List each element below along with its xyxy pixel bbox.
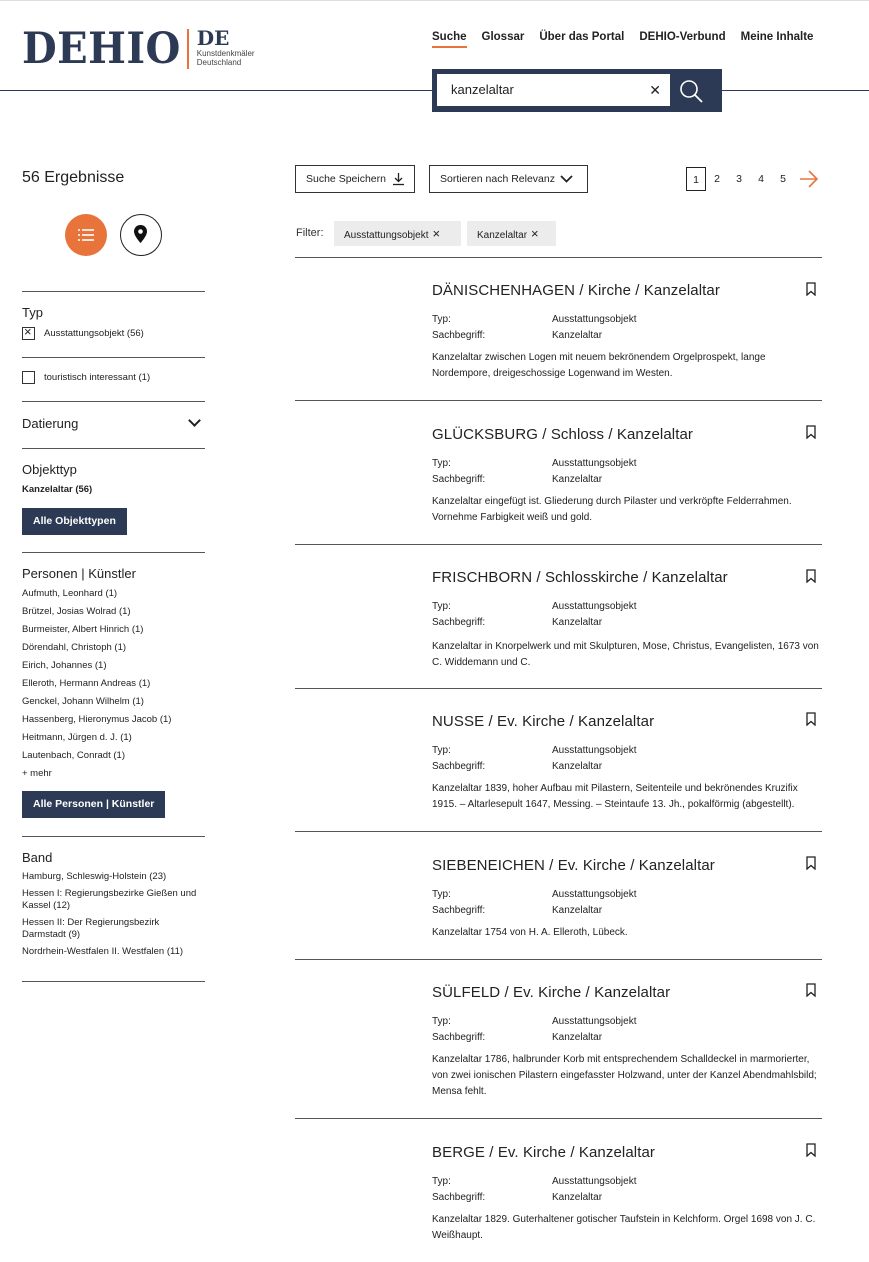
close-icon[interactable]: ×	[531, 226, 539, 241]
band-item[interactable]: Hessen II: Der Regierungsbezirk Darmstadt (9)	[22, 916, 160, 940]
search-bar	[432, 69, 722, 112]
typ-value: Ausstattungsobjekt	[552, 458, 637, 469]
result-description: Kanzelaltar zwischen Logen mit neuem bekrönendem Orgelprospekt, lange Nordempore, dreigeschossige Logenwand im Westen.	[432, 352, 766, 379]
result-title[interactable]: SÜLFELD / Ev. Kirche / Kanzelaltar	[432, 984, 671, 1001]
map-view-button[interactable]	[120, 214, 162, 256]
sachbegriff-label: Sachbegriff:	[432, 330, 486, 341]
typ-value: Ausstattungsobjekt	[552, 1176, 637, 1187]
logo-de: DE	[196, 26, 230, 50]
objekttyp-heading: Objekttyp	[22, 462, 77, 477]
typ-heading: Typ	[22, 305, 43, 320]
sachbegriff-label: Sachbegriff:	[432, 761, 486, 772]
main-nav	[432, 30, 813, 48]
person-item[interactable]: Burmeister, Albert Hinrich (1)	[22, 624, 144, 635]
sachbegriff-value: Kanzelaltar	[552, 330, 603, 341]
nav-glossar[interactable]: Glossar	[481, 31, 525, 43]
sidebar-divider	[22, 401, 205, 402]
result-item	[432, 984, 824, 1100]
result-description: Kanzelaltar 1829. Guterhaltener gotischer Taufstein in Kelchform. Orgel 1698 von J. C. Weißhaupt.	[432, 1214, 816, 1241]
result-description: Kanzelaltar 1786, halbrunder Korb mit entsprechendem Schalldeckel in marmorierter, von zwei ionischen Pilastern eingefasster Holzwand, unter der Kanzel Abendmahlsbild; Mensa fehlt.	[432, 1054, 817, 1097]
logo-subtitle-2: Deutschland	[196, 58, 242, 67]
search-icon	[676, 77, 706, 105]
bookmark-icon[interactable]	[806, 282, 816, 296]
person-item[interactable]: Aufmuth, Leonhard (1)	[22, 588, 118, 599]
result-title[interactable]: BERGE / Ev. Kirche / Kanzelaltar	[432, 1144, 656, 1161]
search-button[interactable]	[676, 77, 706, 105]
result-divider	[295, 544, 822, 545]
page-4[interactable]: 4	[758, 173, 764, 185]
map-pin-icon	[121, 215, 160, 254]
typ-value: Ausstattungsobjekt	[552, 745, 637, 756]
result-description: Kanzelaltar eingefügt ist. Gliederung durch Pilaster und verkröpfte Felderrahmen. Vornehme Farbigkeit weiß und gold.	[432, 496, 792, 523]
result-item	[432, 713, 824, 813]
list-icon	[65, 214, 107, 256]
band-item[interactable]: Nordrhein-Westfalen II. Westfalen (11)	[22, 945, 184, 957]
sidebar-divider	[22, 291, 205, 292]
person-item[interactable]: Eirich, Johannes (1)	[22, 660, 107, 671]
filter-chip-kanzelaltar[interactable]	[467, 221, 556, 246]
chevron-down-icon	[560, 175, 573, 183]
sachbegriff-label: Sachbegriff:	[432, 1192, 486, 1203]
person-item[interactable]: Lautenbach, Conradt (1)	[22, 750, 125, 761]
sachbegriff-value: Kanzelaltar	[552, 617, 603, 628]
result-divider	[295, 831, 822, 832]
all-personen-button[interactable]: Alle Personen | Künstler	[22, 791, 165, 818]
person-item[interactable]: Heitmann, Jürgen d. J. (1)	[22, 732, 132, 743]
page-1[interactable]: 1	[686, 167, 706, 191]
sort-label: Sortieren nach Relevanz	[440, 173, 555, 185]
result-divider	[295, 257, 822, 258]
pagination	[686, 167, 819, 191]
bookmark-icon[interactable]	[806, 1143, 816, 1157]
band-item[interactable]: Hessen I: Regierungsbezirke Gießen und Kassel (12)	[22, 887, 197, 911]
touristic-label: touristisch interessant (1)	[44, 372, 151, 383]
bookmark-icon[interactable]	[806, 425, 816, 439]
typ-value: Ausstattungsobjekt	[552, 889, 637, 900]
nav-suche[interactable]: Suche	[432, 30, 467, 48]
save-search-label: Suche Speichern	[306, 173, 386, 185]
sidebar-divider	[22, 357, 205, 358]
result-item	[432, 569, 824, 671]
dehio-logo[interactable]	[22, 24, 255, 74]
result-title[interactable]: FRISCHBORN / Schlosskirche / Kanzelaltar	[432, 569, 728, 586]
typ-label: Typ:	[432, 1176, 451, 1187]
typ-value: Ausstattungsobjekt	[552, 601, 637, 612]
typ-label: Typ:	[432, 745, 451, 756]
result-divider	[295, 688, 822, 689]
touristic-checkbox[interactable]	[22, 371, 35, 384]
chip-label: Ausstattungsobjekt	[344, 230, 429, 241]
sachbegriff-label: Sachbegriff:	[432, 905, 486, 916]
typ-label: Typ:	[432, 889, 451, 900]
chevron-down-icon[interactable]	[188, 414, 201, 427]
filter-chip-ausstattungsobjekt[interactable]	[334, 221, 461, 246]
bookmark-icon[interactable]	[806, 983, 816, 997]
sachbegriff-value: Kanzelaltar	[552, 474, 603, 485]
list-view-button[interactable]	[65, 214, 107, 256]
sachbegriff-label: Sachbegriff:	[432, 617, 486, 628]
result-item	[432, 282, 824, 382]
chip-label: Kanzelaltar	[477, 230, 528, 241]
typ-checkbox-ausstattungsobjekt[interactable]	[22, 327, 35, 340]
sachbegriff-value: Kanzelaltar	[552, 1192, 603, 1203]
band-heading: Band	[22, 850, 53, 865]
sidebar-divider	[22, 836, 205, 837]
typ-value: Ausstattungsobjekt	[552, 314, 637, 325]
result-divider	[295, 1118, 822, 1119]
page-5[interactable]: 5	[780, 173, 786, 185]
clear-search-icon[interactable]: ✕	[649, 82, 661, 98]
result-divider	[295, 959, 822, 960]
band-list	[22, 871, 202, 962]
search-input-value: kanzelaltar	[451, 82, 514, 97]
logo-separator	[187, 29, 189, 69]
person-item[interactable]: Genckel, Johann Wilhelm (1)	[22, 696, 144, 707]
result-divider	[295, 400, 822, 401]
results-count: 56 Ergebnisse	[22, 169, 125, 186]
more-link[interactable]: + mehr	[22, 768, 52, 779]
search-input[interactable]	[437, 74, 670, 106]
sidebar-divider	[22, 981, 205, 982]
typ-value: Ausstattungsobjekt	[552, 1016, 637, 1027]
bookmark-icon[interactable]	[806, 856, 816, 870]
person-item[interactable]: Brützel, Josias Wolrad (1)	[22, 606, 131, 617]
person-item[interactable]: Elleroth, Hermann Andreas (1)	[22, 678, 151, 689]
result-description: Kanzelaltar in Knorpelwerk und mit Skulpturen, Mose, Christus, Evangelisten, 1673 von C. Widdemann und C.	[432, 641, 819, 668]
sidebar-divider	[22, 448, 205, 449]
datierung-toggle[interactable]: Datierung	[22, 416, 79, 431]
sachbegriff-label: Sachbegriff:	[432, 474, 486, 485]
result-title[interactable]: GLÜCKSBURG / Schloss / Kanzelaltar	[432, 426, 693, 443]
sachbegriff-label: Sachbegriff:	[432, 1032, 486, 1043]
top-border	[0, 0, 869, 1]
bookmark-icon[interactable]	[806, 712, 816, 726]
result-item	[432, 857, 824, 941]
result-title[interactable]: SIEBENEICHEN / Ev. Kirche / Kanzelaltar	[432, 857, 715, 874]
nav-ueber-das-portal[interactable]: Über das Portal	[539, 31, 625, 43]
typ-label: Typ:	[432, 1016, 451, 1027]
bookmark-icon[interactable]	[806, 569, 816, 583]
result-description: Kanzelaltar 1839, hoher Aufbau mit Pilastern, Seitenteile und bekrönendes Kruzifix 1915. – Altarlesepult 1647, Messing. – Steintaufe 13. Jh., pokalförmig (abgestellt).	[432, 783, 798, 810]
sachbegriff-value: Kanzelaltar	[552, 761, 603, 772]
person-list	[22, 585, 171, 783]
all-objekttypen-button[interactable]: Alle Objekttypen	[22, 508, 127, 535]
save-search-button[interactable]	[295, 165, 415, 193]
nav-meine-inhalte[interactable]: Meine Inhalte	[740, 31, 814, 43]
result-title[interactable]: DÄNISCHENHAGEN / Kirche / Kanzelaltar	[432, 282, 720, 299]
close-icon[interactable]: ×	[432, 226, 441, 241]
typ-label: Typ:	[432, 601, 451, 612]
person-item[interactable]: Dörendahl, Christoph (1)	[22, 642, 127, 653]
logo-wordmark: DEHIO	[22, 24, 181, 74]
arrow-right-icon[interactable]	[799, 170, 819, 188]
page-3[interactable]: 3	[736, 173, 742, 185]
sort-dropdown[interactable]	[429, 165, 588, 193]
nav-dehio-verbund[interactable]: DEHIO-Verbund	[639, 31, 726, 43]
person-item[interactable]: Hassenberg, Hieronymus Jacob (1)	[22, 714, 172, 725]
sidebar-divider	[22, 552, 205, 553]
personen-heading: Personen | Künstler	[22, 566, 136, 581]
download-icon	[392, 172, 405, 186]
result-item	[432, 1144, 824, 1244]
typ-option-label: Ausstattungsobjekt (56)	[44, 328, 144, 339]
typ-label: Typ:	[432, 458, 451, 469]
logo-subtitle-1: Kunstdenkmäler	[196, 49, 255, 58]
result-title[interactable]: NUSSE / Ev. Kirche / Kanzelaltar	[432, 713, 655, 730]
objekttyp-value[interactable]: Kanzelaltar (56)	[22, 484, 93, 495]
result-description: Kanzelaltar 1754 von H. A. Elleroth, Lübeck.	[432, 927, 628, 938]
typ-label: Typ:	[432, 314, 451, 325]
filter-label: Filter:	[296, 227, 324, 239]
result-item	[432, 426, 824, 526]
band-item[interactable]: Hamburg, Schleswig-Holstein (23)	[22, 871, 167, 882]
page-2[interactable]: 2	[714, 173, 720, 185]
sachbegriff-value: Kanzelaltar	[552, 905, 603, 916]
sachbegriff-value: Kanzelaltar	[552, 1032, 603, 1043]
